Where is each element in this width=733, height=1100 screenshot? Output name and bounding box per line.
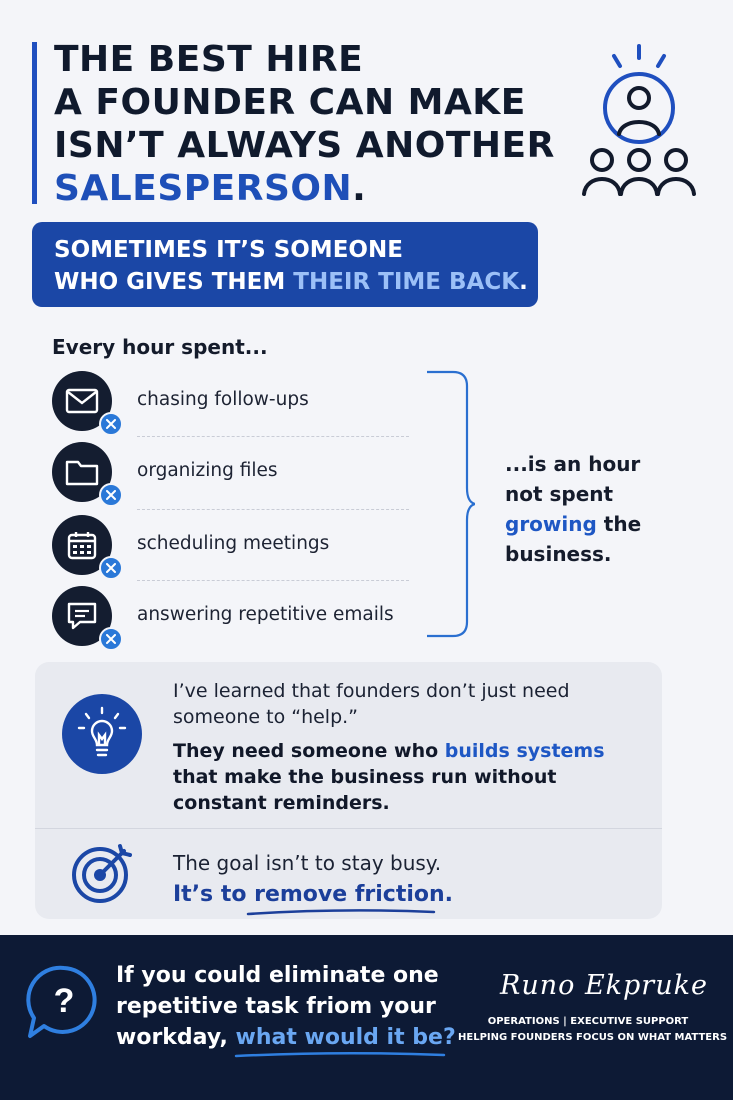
underline-swoosh	[246, 906, 436, 918]
outcome-line-2: not spent	[505, 482, 614, 506]
question-bubble-icon	[24, 962, 104, 1042]
question-line-1: If you could eliminate one	[116, 963, 439, 988]
target-icon	[70, 842, 134, 904]
headline-line-4	[54, 167, 574, 210]
closing-question	[116, 960, 476, 1053]
goal-text	[173, 847, 643, 911]
question-line-2: repetitive task friom your	[116, 994, 436, 1019]
author-tagline: HELPING FOUNDERS FOCUS ON WHAT MATTERS	[458, 1032, 728, 1043]
insight-line-3-start: They need someone who	[173, 740, 445, 762]
headline-line-2: A FOUNDER CAN MAKE	[54, 82, 526, 123]
svg-text:?: ?	[53, 982, 75, 1020]
accent-bar	[32, 42, 37, 204]
task-label: organizing files	[137, 460, 278, 481]
question-highlight: what would it be?	[235, 1025, 456, 1050]
insight-line-3	[173, 738, 643, 764]
task-divider	[137, 436, 409, 437]
task-item-files	[52, 442, 412, 504]
insight-line-4: that make the business run without	[173, 766, 557, 788]
headline-line-3: ISN’T ALWAYS ANOTHER	[54, 125, 555, 166]
author-role: OPERATIONS | EXECUTIVE SUPPORT	[487, 1016, 689, 1027]
x-badge-icon	[99, 556, 123, 580]
outcome-line-4: business.	[505, 542, 612, 566]
x-badge-icon	[99, 412, 123, 436]
banner-line-2	[54, 266, 528, 298]
x-badge-icon	[99, 483, 123, 507]
goal-line-2: It’s to remove friction.	[173, 882, 454, 907]
card-divider	[35, 828, 662, 829]
task-label: answering repetitive emails	[137, 604, 394, 625]
outcome-line-3-end: the	[596, 512, 642, 536]
banner-highlight: THEIR TIME BACK	[293, 269, 520, 295]
headline-period: .	[352, 168, 367, 209]
banner-line-1: SOMETIMES IT’S SOMEONE	[54, 237, 403, 263]
insight-highlight: builds systems	[444, 740, 605, 762]
question-line-3	[116, 1022, 476, 1053]
question-underline	[234, 1050, 446, 1060]
outcome-highlight: growing	[505, 512, 597, 536]
author-signature: Runo Ekpruke	[500, 970, 708, 1001]
task-item-scheduling	[52, 515, 412, 577]
outcome-line-1: ...is an hour	[505, 452, 641, 476]
insight-text	[173, 678, 643, 816]
curly-brace	[425, 370, 475, 638]
banner-period: .	[519, 269, 528, 295]
team-leader-icon	[578, 42, 706, 202]
insight-line-2: someone to “help.”	[173, 706, 359, 728]
headline-highlight: SALESPERSON	[54, 168, 353, 209]
outcome-line-3	[505, 509, 685, 539]
outcome-text	[505, 449, 685, 569]
insight-line-5: constant reminders.	[173, 792, 390, 814]
x-badge-icon	[99, 627, 123, 651]
headline-line-1: THE BEST HIRE	[54, 39, 364, 80]
lightbulb-icon	[62, 694, 142, 774]
insight-line-1: I’ve learned that founders don’t just need	[173, 680, 570, 702]
question-line-3-start: workday,	[116, 1025, 236, 1050]
banner-line-2-start: WHO GIVES THEM	[54, 269, 294, 295]
time-back-banner	[32, 222, 538, 307]
goal-line-1: The goal isn’t to stay busy.	[173, 851, 442, 875]
task-label: scheduling meetings	[137, 533, 330, 554]
task-label: chasing follow-ups	[137, 389, 309, 410]
task-divider	[137, 509, 409, 510]
every-hour-intro: Every hour spent...	[52, 335, 268, 359]
task-item-emails	[52, 586, 412, 648]
task-item-follow-ups	[52, 371, 412, 433]
headline	[54, 38, 574, 210]
task-divider	[137, 580, 409, 581]
